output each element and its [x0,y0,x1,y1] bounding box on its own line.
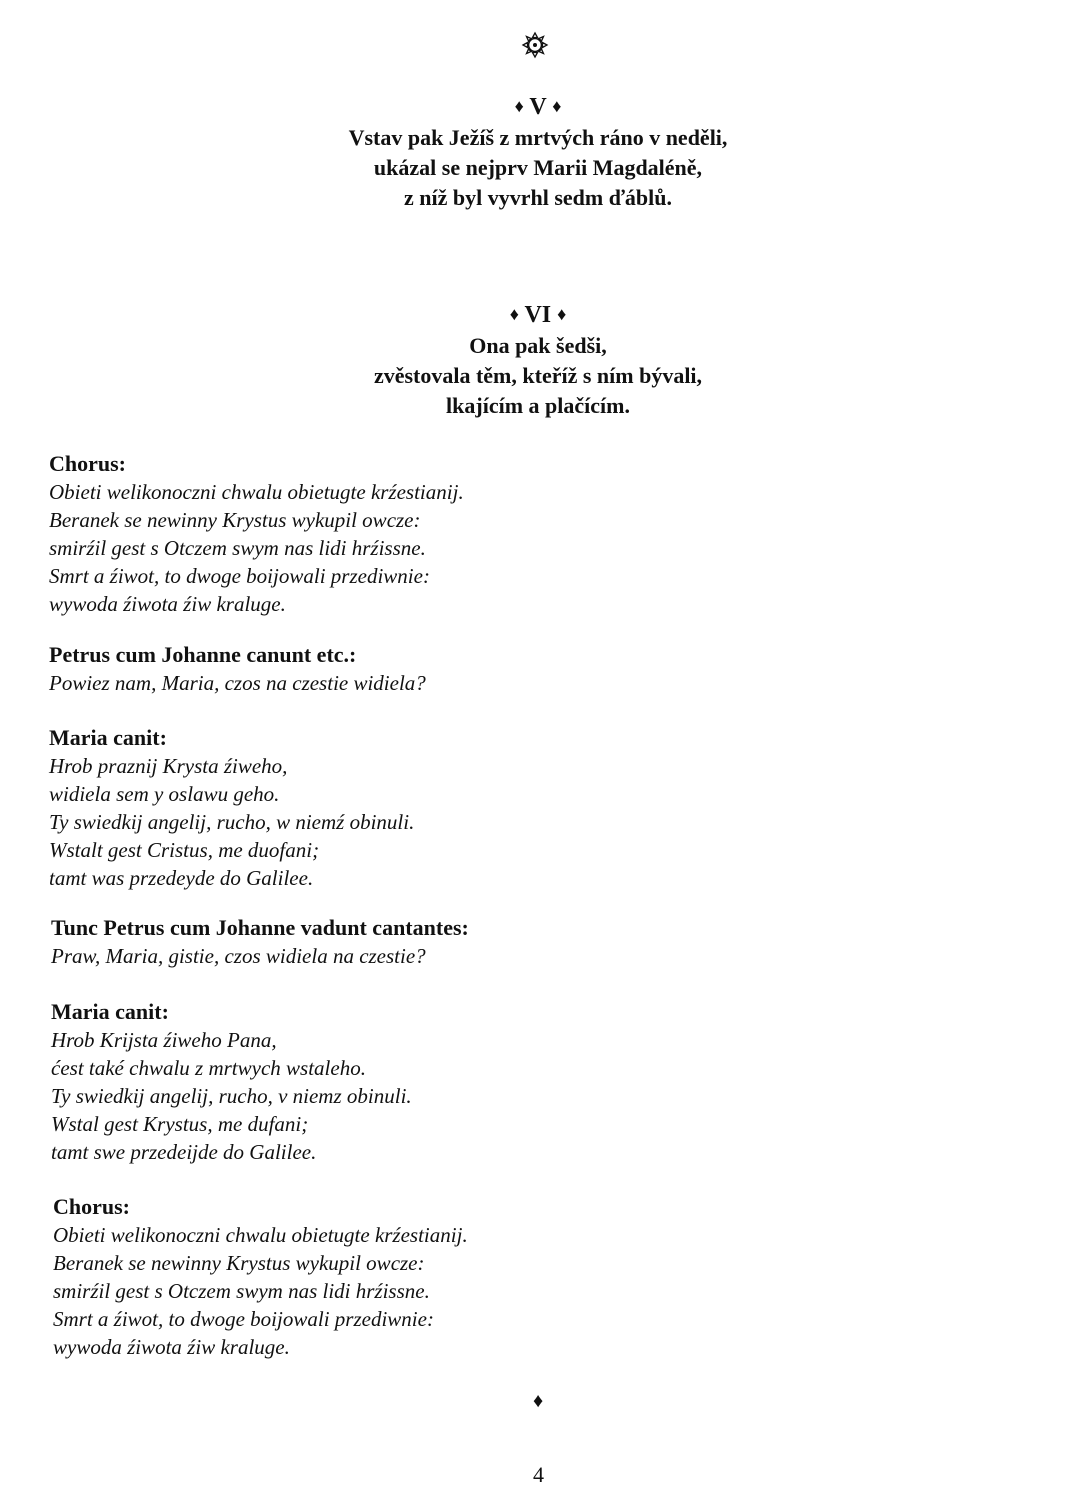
section-v-heading [0,92,1068,121]
verse-line: Smrt a źiwot, to dwoge boijowali przediwnie: [53,1307,434,1331]
diamond-icon: ♦ [557,304,567,324]
verse-line: wywoda źiwota źiw kraluge. [53,1335,290,1359]
chorus-section [49,450,749,618]
maria-section [49,724,749,892]
section-vi-heading [0,300,1068,329]
section-v-numeral: V [529,94,547,120]
verse-line: Beranek se newinny Krystus wykupil owcze: [53,1251,425,1275]
verse-line: Beranek se newinny Krystus wykupil owcze: [49,508,421,532]
verse-line: Hrob praznij Krysta źiweho, [49,754,288,778]
verse-line: Wstalt gest Cristus, me duofani; [49,838,320,862]
verse-line: Wstal gest Krystus, me dufani; [51,1112,309,1136]
section-v [0,92,1068,213]
sun-ornament-icon [520,30,550,60]
verse-line: smirźil gest s Otczem swym nas lidi hrźissne. [49,536,426,560]
speaker-label: Petrus cum Johanne canunt etc.: [49,642,357,667]
verse-line: ćest také chwalu z mrtwych wstaleho. [51,1056,366,1080]
diamond-icon: ♦ [509,304,519,324]
maria-section [51,998,751,1166]
section-vi-line: Ona pak šedši, [469,333,607,358]
page-number: 4 [533,1462,544,1487]
section-vi [0,300,1068,421]
section-vi-numeral: VI [524,302,552,328]
verse-line: Ty swiedkij angelij, rucho, v niemz obinuli. [51,1084,412,1108]
verse-line: widiela sem y oslawu geho. [49,782,280,806]
diamond-icon: ♦ [514,96,524,116]
speaker-label: Chorus: [53,1194,131,1219]
section-v-line: ukázal se nejprv Marii Magdaléně, [373,155,703,180]
tunc-petrus-section [51,914,751,970]
verse-line: smirźil gest s Otczem swym nas lidi hrźissne. [53,1279,430,1303]
verse-line: Powiez nam, Maria, czos na czestie widiela? [49,671,426,695]
speaker-label: Chorus: [49,451,127,476]
section-vi-line: lkajícím a plačícím. [446,393,630,418]
verse-line: wywoda źiwota źiw kraluge. [49,592,286,616]
chorus-section [53,1193,753,1361]
section-vi-line: zvěstovala těm, kteříž s ním bývali, [373,363,703,388]
diamond-icon: ♦ [552,96,562,116]
petrus-section [49,641,749,697]
verse-line: Smrt a źiwot, to dwoge boijowali przediwnie: [49,564,430,588]
speaker-label: Maria canit: [49,725,167,750]
speaker-label: Tunc Petrus cum Johanne vadunt cantantes: [51,915,469,940]
verse-line: Obieti welikonoczni chwalu obietugte krźestianij. [49,480,464,504]
verse-line: tamt was przedeyde do Galilee. [49,866,314,890]
diamond-icon: ♦ [533,1390,544,1412]
section-v-line: z níž byl vyvrhl sedm ďáblů. [404,185,672,210]
section-v-line: Vstav pak Ježíš z mrtvých ráno v neděli, [348,125,728,150]
verse-line: tamt swe przedeijde do Galilee. [51,1140,317,1164]
verse-line: Praw, Maria, gistie, czos widiela na czestie? [51,944,426,968]
verse-line: Ty swiedkij angelij, rucho, w niemź obinuli. [49,810,415,834]
verse-line: Obieti welikonoczni chwalu obietugte krźestianij. [53,1223,468,1247]
speaker-label: Maria canit: [51,999,169,1024]
verse-line: Hrob Krijsta źiweho Pana, [51,1028,277,1052]
